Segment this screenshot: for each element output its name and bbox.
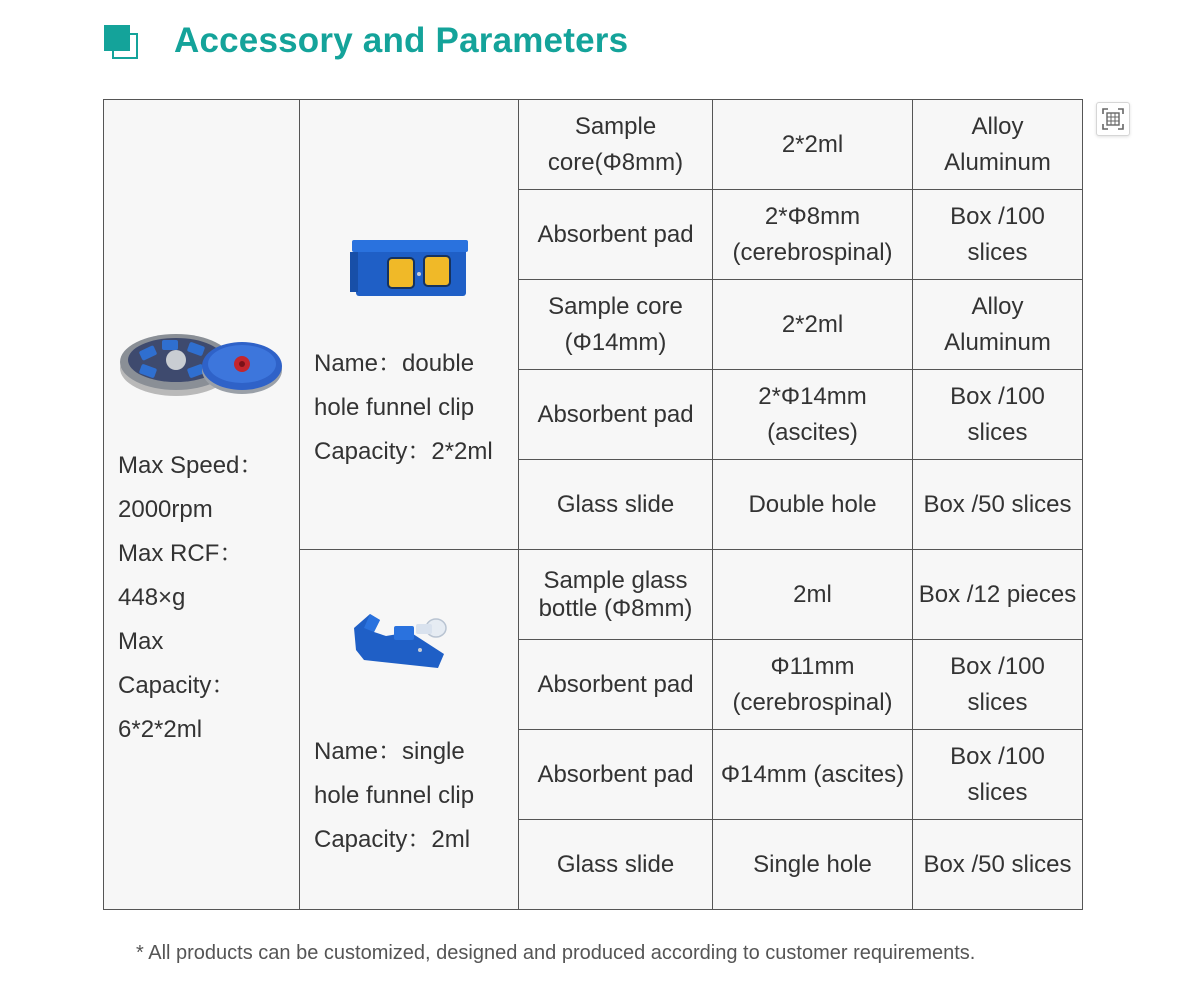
item-cell: Sample core (Φ14mm)	[519, 280, 713, 370]
double-hole-funnel-clip-image	[350, 230, 472, 302]
max-speed-label: Max Speed：	[118, 452, 264, 479]
package-cell: Alloy Aluminum	[913, 280, 1083, 370]
double-clip-name: Name：double	[314, 350, 475, 377]
single-clip-name-2: hole funnel clip	[314, 782, 475, 809]
package-cell: Alloy Aluminum	[913, 100, 1083, 190]
double-clip-name-2: hole funnel clip	[314, 394, 475, 421]
double-clip-cell	[300, 100, 519, 550]
item-cell: Glass slide	[519, 820, 713, 910]
package-cell: Box /100 slices	[913, 190, 1083, 280]
section-header	[104, 20, 628, 62]
spec-cell: 2*2ml	[713, 280, 913, 370]
parameters-table-container	[103, 99, 1083, 910]
package-cell: Box /100 slices	[913, 640, 1083, 730]
item-cell: Absorbent pad	[519, 370, 713, 460]
max-capacity-value: 6*2*2ml	[118, 716, 203, 743]
single-clip-cell	[300, 550, 519, 910]
spec-cell: 2*2ml	[713, 100, 913, 190]
item-cell: Absorbent pad	[519, 640, 713, 730]
spec-cell: Φ11mm (cerebrospinal)	[713, 640, 913, 730]
spec-cell: Single hole	[713, 820, 913, 910]
section-title: Accessory and Parameters	[174, 21, 629, 60]
footnote: * All products can be customized, designed and produced according to customer requirements.	[136, 942, 976, 964]
item-cell: Sample core(Φ8mm)	[519, 100, 713, 190]
qr-code-icon[interactable]	[1096, 102, 1130, 136]
table-row	[104, 100, 1083, 190]
spec-cell: Φ14mm (ascites)	[713, 730, 913, 820]
single-clip-name: Name：single	[314, 738, 465, 765]
package-cell: Box /50 slices	[913, 820, 1083, 910]
item-cell: Sample glass bottle (Φ8mm)	[519, 550, 713, 640]
package-cell: Box /100 slices	[913, 730, 1083, 820]
main-spec-cell	[104, 100, 300, 910]
max-capacity-label-1: Max	[118, 628, 164, 655]
item-cell: Absorbent pad	[519, 730, 713, 820]
item-cell: Absorbent pad	[519, 190, 713, 280]
parameters-table	[103, 99, 1083, 910]
overlapping-squares-icon	[104, 23, 140, 59]
package-cell: Box /50 slices	[913, 460, 1083, 550]
spec-cell: 2*Φ8mm (cerebrospinal)	[713, 190, 913, 280]
max-rcf-label: Max RCF：	[118, 540, 244, 567]
item-cell: Glass slide	[519, 460, 713, 550]
max-capacity-label-2: Capacity：	[118, 672, 236, 699]
centrifuge-rotor-image	[118, 320, 284, 402]
package-cell: Box /12 pieces	[913, 550, 1083, 640]
spec-cell: 2*Φ14mm (ascites)	[713, 370, 913, 460]
double-clip-capacity: Capacity：2*2ml	[314, 438, 493, 465]
max-speed-value: 2000rpm	[118, 496, 213, 523]
max-rcf-value: 448×g	[118, 584, 186, 611]
qr-code-glyph-icon	[1102, 108, 1124, 130]
package-cell: Box /100 slices	[913, 370, 1083, 460]
spec-cell: 2ml	[713, 550, 913, 640]
spec-cell: Double hole	[713, 460, 913, 550]
single-clip-capacity: Capacity：2ml	[314, 826, 471, 853]
single-hole-funnel-clip-image	[350, 610, 450, 670]
